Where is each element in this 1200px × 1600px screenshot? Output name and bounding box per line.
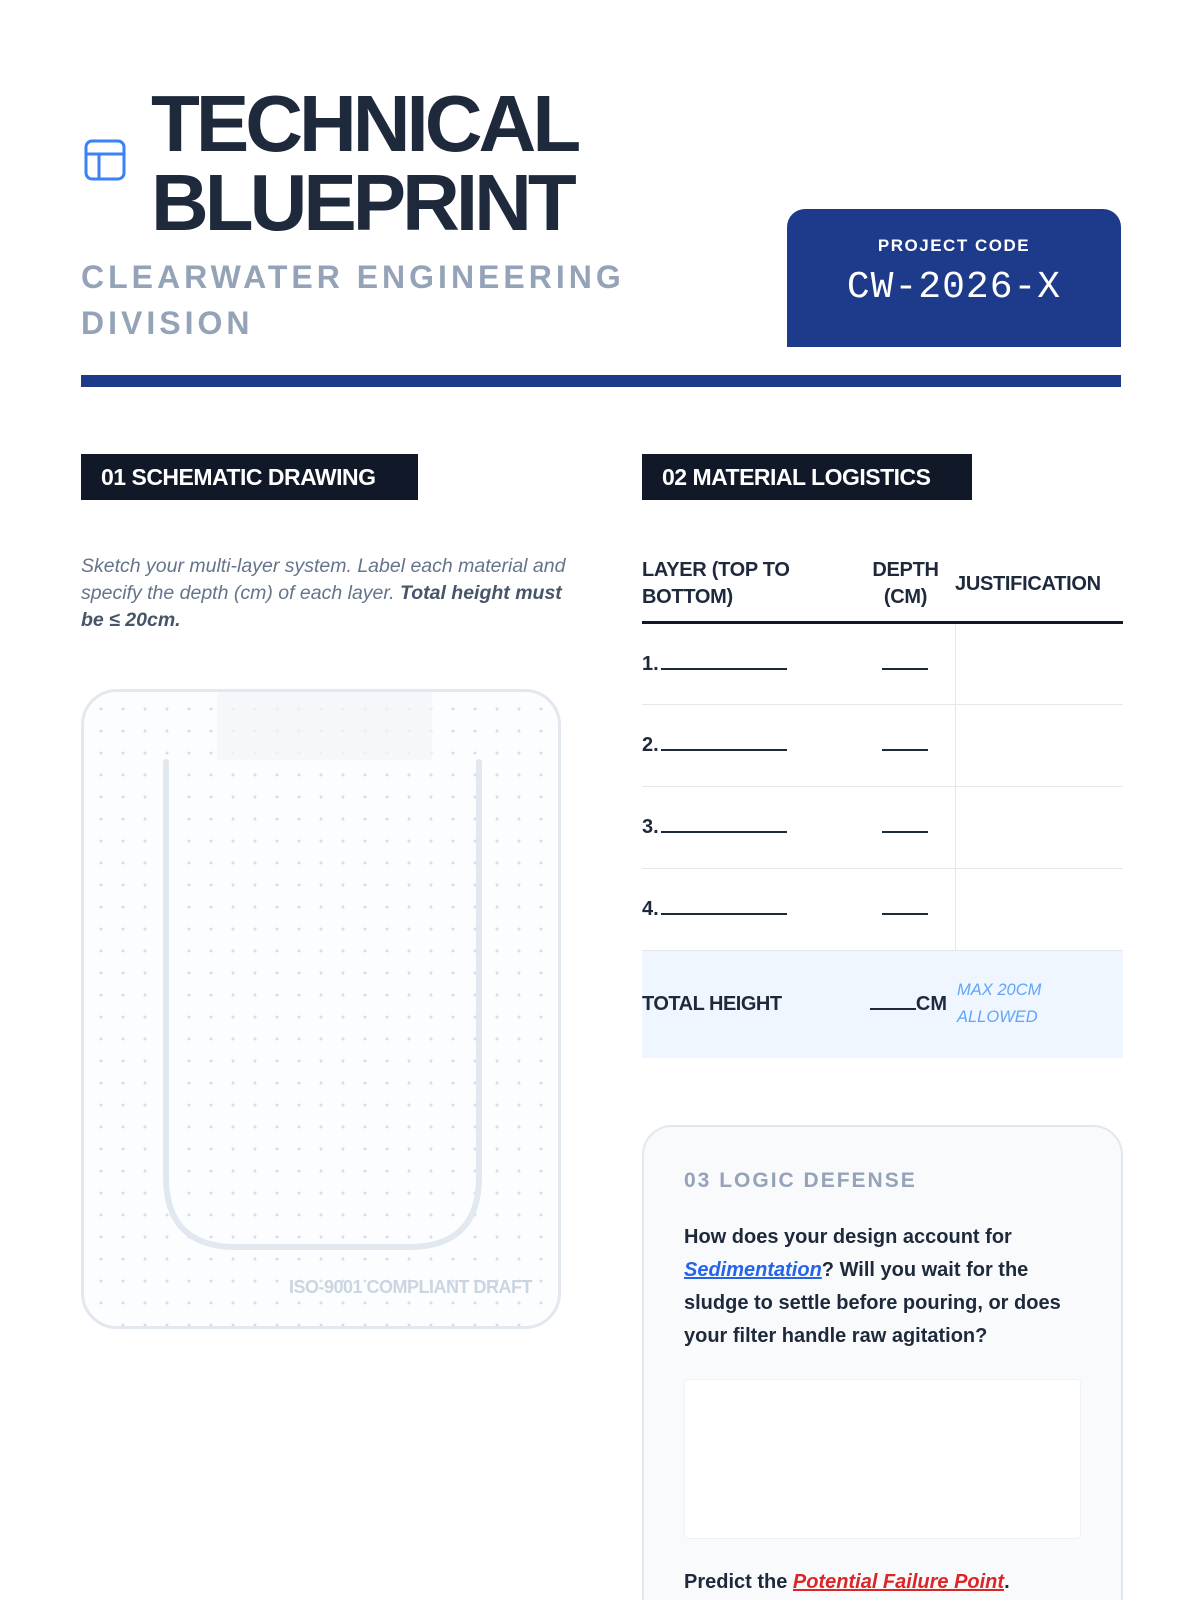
project-code-card [787,209,1121,347]
schematic-instructions [81,553,571,634]
max-height-note: MAX 20CM ALLOWED [957,981,1042,1027]
logic-defense-title: 03 LOGIC DEFENSE [684,1169,917,1192]
page-title-line-1: TECHNICAL [151,79,578,168]
layer-cell[interactable] [642,786,856,868]
row-number: 1. [642,652,659,675]
table-row [642,622,1123,704]
failure-point-keyword: Potential Failure Point [792,1571,1005,1593]
depth-blank[interactable] [882,652,928,670]
justification-cell[interactable] [955,704,1123,786]
question-text: How does your design account for [684,1226,1012,1248]
max-note-cell [955,950,1123,1058]
sedimentation-answer-box[interactable] [684,1379,1081,1539]
total-height-blank[interactable] [870,992,916,1010]
justification-cell[interactable] [955,786,1123,868]
compliance-watermark: ISO-9001 COMPLIANT DRAFT [288,1277,532,1297]
layer-cell[interactable] [642,704,856,786]
header-justification: JUSTIFICATION [955,548,1123,622]
project-code-label: PROJECT CODE [877,236,1031,255]
depth-cell[interactable] [856,786,955,868]
table-row [642,786,1123,868]
total-row [642,950,1123,1058]
header-layer: LAYER (TOP TO BOTTOM) [642,548,856,622]
question-text: ? Will you wait for the sludge to settle before pouring, or does your filter handle raw agitation? [684,1259,1061,1347]
layer-cell[interactable] [642,868,856,950]
row-number: 4. [642,898,659,920]
container-outline [84,692,561,1329]
table-header-row [642,548,1123,622]
failure-point-prompt [684,1567,1084,1597]
row-number: 3. [642,816,659,838]
header-divider [81,375,1121,387]
instruction-constraint: Total height must be ≤ 20cm. [81,582,562,631]
sedimentation-question [684,1221,1084,1353]
sketch-canvas[interactable] [81,689,561,1329]
material-table [642,548,1123,1058]
header-depth: DEPTH (CM) [856,548,955,622]
depth-cell[interactable] [856,868,955,950]
section-tag-materials: 02 MATERIAL LOGISTICS [642,454,972,500]
justification-cell[interactable] [955,622,1123,704]
sedimentation-keyword: Sedimentation [684,1259,822,1281]
depth-blank[interactable] [882,733,928,751]
depth-cell[interactable] [856,704,955,786]
total-height-unit: CM [915,993,947,1016]
layer-blank[interactable] [661,815,787,833]
instruction-text: Sketch your multi-layer system. Label each material and specify the depth (cm) of each layer. [81,555,566,604]
table-row [642,868,1123,950]
page-subtitle: CLEARWATER ENGINEERING DIVISION [81,259,625,341]
project-code-value: CW-2026-X [846,266,1062,309]
layer-cell[interactable] [642,622,856,704]
layout-icon [84,139,126,181]
section-tag-schematic: 01 SCHEMATIC DRAWING [81,454,418,500]
row-number: 2. [642,734,659,756]
logic-defense-card [642,1125,1123,1600]
prompt-text: . [1004,1571,1010,1593]
justification-cell[interactable] [955,868,1123,950]
layer-blank[interactable] [661,652,787,670]
page-title-line-2: BLUEPRINT [151,158,573,247]
depth-blank[interactable] [882,815,928,833]
depth-blank[interactable] [882,897,928,915]
prompt-text: Predict the [684,1571,793,1593]
total-height-label: TOTAL HEIGHT [642,950,856,1058]
layer-blank[interactable] [661,733,787,751]
total-height-cell[interactable] [856,950,955,1058]
table-row [642,704,1123,786]
layer-blank[interactable] [661,897,787,915]
depth-cell[interactable] [856,622,955,704]
